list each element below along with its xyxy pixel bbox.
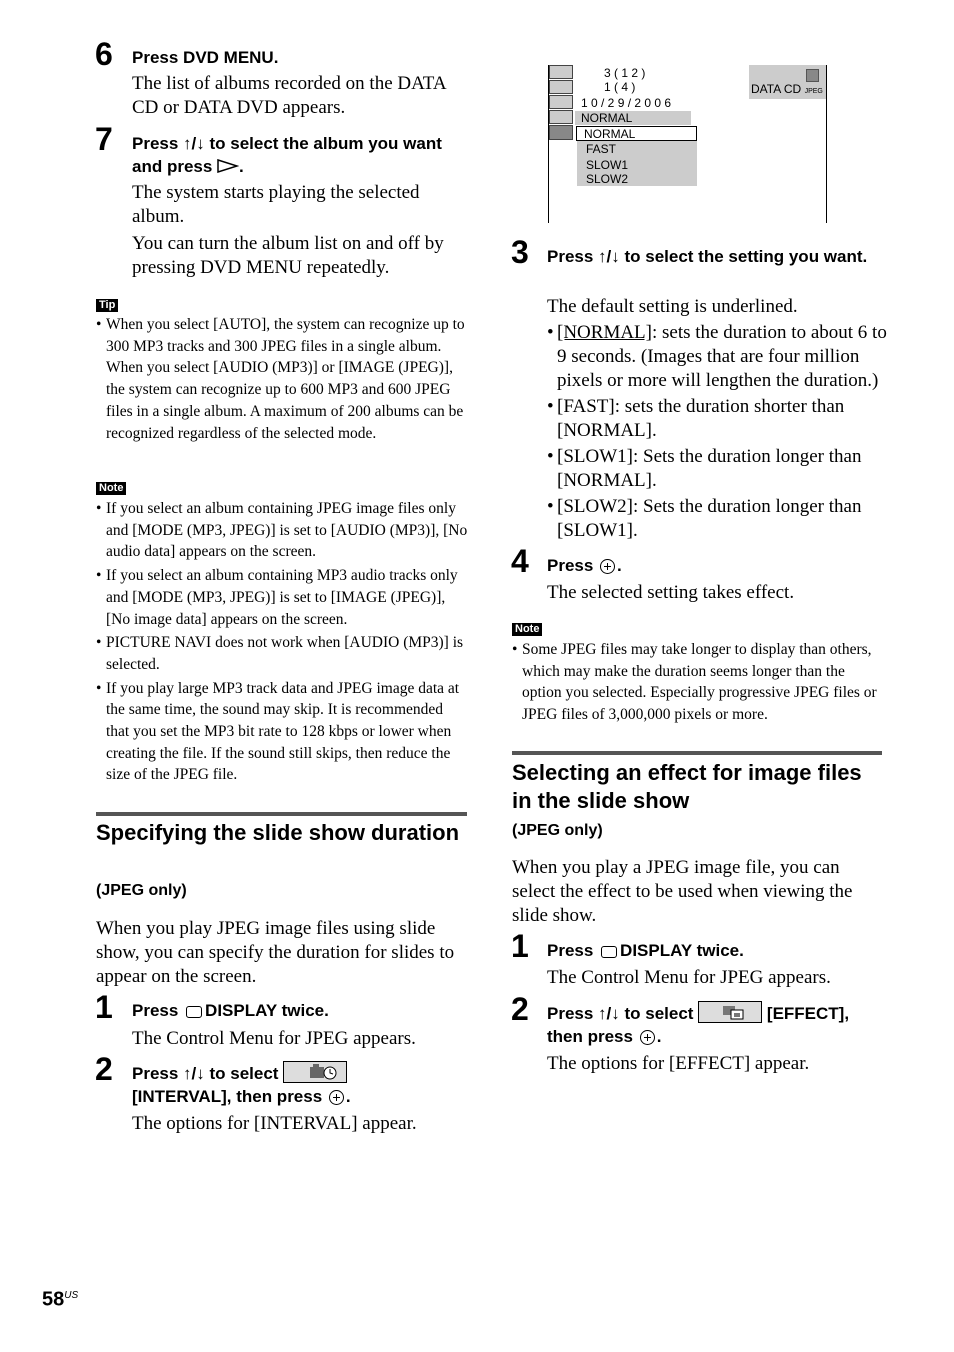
note-item: • Some JPEG files may take longer to display than others, which may make the duration seems longer than the option you selected. Especially progressive JPEG files or JPEG files of 3,000,000 pixels or more. (512, 639, 884, 726)
step-2-heading-text: Press ↑/↓ to select (132, 1064, 284, 1083)
note-item: • If you select an album containing JPEG image files only and [MODE (MP3, JPEG)] is set to [AUDIO (MP3)], [No audio data] appears on the screen. (96, 498, 468, 563)
step-1-heading-end: DISPLAY twice. (205, 1001, 329, 1020)
step-2-heading-text-2: [EFFECT], (762, 1004, 850, 1023)
effect-icon (698, 1001, 762, 1023)
section-rule (96, 812, 467, 816)
option-desc: : sets the duration to about 6 to 9 seconds. (Images that are four million pixels or more will lengthen the duration.) (557, 322, 887, 391)
osd-media-type: DATA CD (751, 82, 802, 96)
setting-option-slow1 (547, 445, 887, 493)
osd-current-setting: NORMAL (575, 111, 691, 125)
step-1-heading-end: DISPLAY twice. (620, 941, 744, 960)
display-button-icon (601, 946, 617, 958)
osd-media-icon (806, 69, 819, 82)
step-1-number-right: 1 (511, 928, 529, 964)
step-1-heading-text: Press (547, 941, 599, 960)
osd-option-selected[interactable]: NORMAL (576, 126, 697, 141)
step-1-heading-right (547, 939, 744, 962)
section-intro-right: When you play a JPEG image file, you can select the effect to be used when viewing the slide show. (512, 857, 853, 926)
step-2-heading-end: . (656, 1027, 662, 1046)
step-7-heading-end: . (239, 157, 244, 176)
step-2-heading-text-3: then press (547, 1027, 638, 1046)
play-icon (217, 157, 239, 176)
step-1-heading (132, 999, 329, 1022)
section-title: Specifying the slide show duration (96, 820, 460, 845)
step-1-heading-text: Press (132, 1001, 184, 1020)
enter-button-icon (600, 559, 615, 574)
page-number-value: 58 (42, 1288, 65, 1311)
note-item: • If you play large MP3 track data and JPEG image data at the same time, the sound may skip. It is recommended that you set the MP3 bit rate to 128 kbps or lower when creating the file. If the sound still skips, then reduce the size of the JPEG file. (96, 678, 468, 787)
step-4-heading-end: . (617, 556, 622, 575)
step-2-number-right: 2 (511, 991, 529, 1027)
step-6-body: The list of albums recorded on the DATA CD or DATA DVD appears. (132, 73, 446, 118)
tip-item: • When you select [AUTO], the system can recognize up to 300 MP3 tracks and 300 JPEG files in a single album. When you select [AUDIO (MP3)] or [IMAGE (JPEG)], the system can recognize up to 600 MP3 and 600 JPEG files in a single album. A maximum of 200 albums can be recognized regardless of the selected mode. (96, 314, 468, 444)
interval-icon (283, 1061, 347, 1083)
osd-row-1: 3 ( 1 2 ) (604, 66, 646, 80)
note-list (96, 498, 468, 788)
page-number-suffix: US (64, 1290, 79, 1301)
option-name-default: [NORMAL] (557, 322, 652, 343)
enter-button-icon (640, 1030, 655, 1045)
osd-screen (548, 65, 827, 223)
osd-option[interactable]: SLOW2 (586, 172, 629, 186)
step-2-number: 2 (95, 1051, 113, 1087)
osd-media-format: JPEG (804, 88, 823, 95)
note-badge: Note (96, 482, 126, 495)
osd-media-badge (749, 65, 826, 99)
setting-option-normal (547, 321, 887, 393)
option-desc: : Sets the duration longer than [NORMAL]. (557, 446, 862, 491)
option-name: [SLOW1] (557, 446, 633, 467)
note-badge-right: Note (512, 623, 542, 636)
step-4-heading-text: Press (547, 556, 599, 575)
option-name: [SLOW2] (557, 496, 633, 517)
osd-media-label (751, 82, 823, 96)
page-number (42, 1284, 78, 1312)
option-desc: : Sets the duration longer than [SLOW1]. (557, 496, 862, 541)
step-6-number: 6 (95, 36, 113, 72)
note-item: • PICTURE NAVI does not work when [AUDIO (MP3)] is selected. (96, 632, 468, 675)
step-6-heading: Press DVD MENU. (132, 48, 279, 67)
step-4-heading (547, 554, 622, 577)
enter-button-icon (329, 1090, 344, 1105)
step-7-heading (132, 132, 472, 178)
step-2-body: The options for [INTERVAL] appear. (132, 1113, 417, 1134)
setting-option-fast (547, 395, 887, 443)
setting-option-slow2 (547, 495, 887, 543)
step-3-heading: Press ↑/↓ to select the setting you want. (547, 247, 868, 266)
step-3-body: The default setting is underlined. (547, 296, 798, 317)
tip-badge: Tip (96, 299, 118, 312)
osd-icon-column (549, 65, 573, 142)
option-name: [FAST] (557, 396, 615, 417)
option-desc: : sets the duration shorter than [NORMAL]. (557, 396, 845, 441)
step-2-heading-end: . (345, 1087, 351, 1106)
section-intro: When you play JPEG image files using slide show, you can specify the duration for slides to appear on the screen. (96, 918, 455, 987)
section-rule-right (512, 751, 882, 755)
step-2-heading-text-2: [INTERVAL], then press (132, 1087, 327, 1106)
step-1-body: The Control Menu for JPEG appears. (132, 1028, 416, 1049)
setting-options-list (547, 321, 887, 545)
note-list-right (512, 639, 884, 728)
section-subtitle-right: (JPEG only) (512, 822, 603, 839)
osd-row-2: 1 ( 4 ) (604, 80, 636, 94)
osd-row-3: 1 0 / 2 9 / 2 0 0 6 (581, 96, 672, 110)
step-7-body-1: The system starts playing the selected album. (132, 182, 420, 227)
step-2-heading-right (547, 1001, 887, 1048)
section-title-right: Selecting an effect for image files in the slide show (512, 760, 862, 813)
step-4-number: 4 (511, 543, 529, 579)
step-2-heading (132, 1061, 472, 1108)
section-subtitle: (JPEG only) (96, 882, 187, 899)
step-2-heading-text: Press ↑/↓ to select (547, 1004, 699, 1023)
step-7-number: 7 (95, 121, 113, 157)
display-button-icon (186, 1006, 202, 1018)
step-3-number: 3 (511, 234, 529, 270)
step-1-body-right: The Control Menu for JPEG appears. (547, 967, 831, 988)
osd-option[interactable]: SLOW1 (586, 158, 629, 172)
step-7-heading-text: Press ↑/↓ to select the album you want and press (132, 134, 442, 176)
osd-option[interactable]: FAST (586, 142, 617, 156)
step-4-body: The selected setting takes effect. (547, 582, 795, 603)
step-7-body-2: You can turn the album list on and off by pressing DVD MENU repeatedly. (132, 233, 444, 278)
tip-list (96, 314, 468, 446)
note-item: • If you select an album containing MP3 audio tracks only and [MODE (MP3, JPEG)] is set to [IMAGE (JPEG)], [No image data] appears on the screen. (96, 565, 468, 630)
step-2-body-right: The options for [EFFECT] appear. (547, 1053, 810, 1074)
step-1-number: 1 (95, 989, 113, 1025)
